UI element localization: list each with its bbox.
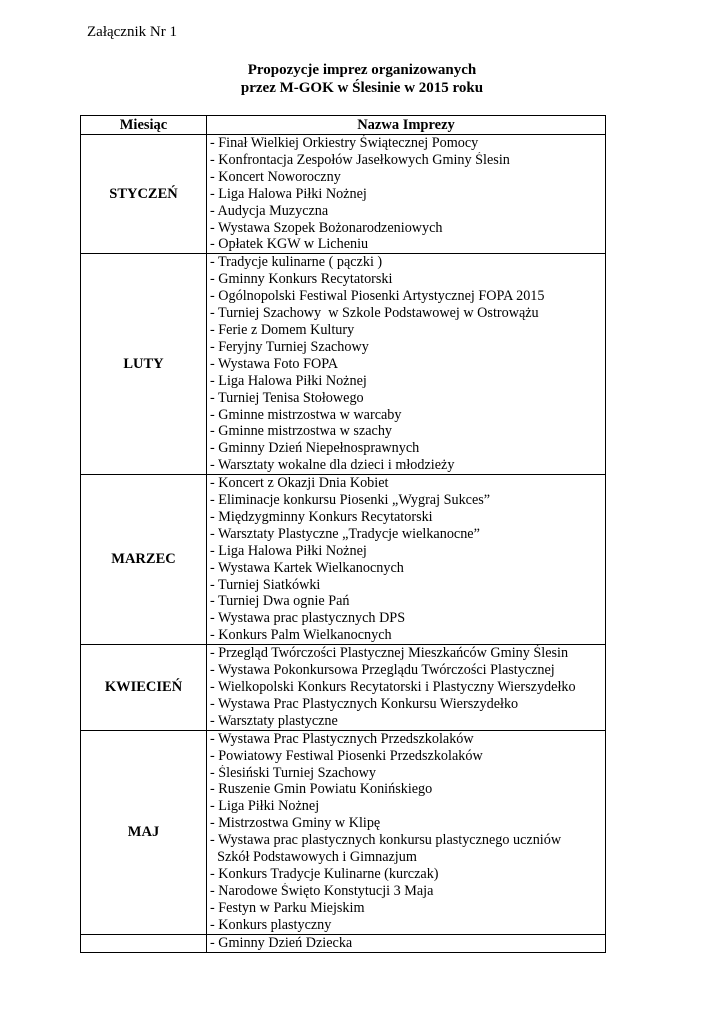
list-item: - Ferie z Domem Kultury xyxy=(210,321,355,338)
month-cell: KWIECIEŃ xyxy=(81,645,207,731)
list-item: - Ruszenie Gmin Powiatu Konińskiego xyxy=(210,781,433,798)
list-item: - Konkurs Palm Wielkanocnych xyxy=(210,627,392,644)
events-cell xyxy=(207,254,606,475)
table-row xyxy=(81,475,606,645)
list-item: - Wystawa prac plastycznych konkursu plastycznego uczniów xyxy=(210,832,562,849)
list-item: - Wystawa Prac Plastycznych Przedszkolaków xyxy=(210,730,474,747)
month-column-header: Miesiąc xyxy=(81,116,207,135)
list-item: - Liga Halowa Piłki Nożnej xyxy=(210,542,367,559)
list-item: Szkół Podstawowych i Gimnazjum xyxy=(210,849,417,866)
list-item: - Liga Halowa Piłki Nożnej xyxy=(210,185,367,202)
list-item: - Narodowe Święto Konstytucji 3 Maja xyxy=(210,882,434,899)
list-item: - Opłatek KGW w Licheniu xyxy=(210,236,369,253)
table-header-row xyxy=(81,116,606,135)
month-cell: MARZEC xyxy=(81,475,207,645)
events-list xyxy=(210,935,605,952)
list-item: - Ślesiński Turniej Szachowy xyxy=(210,764,376,781)
list-item: - Festyn w Parku Miejskim xyxy=(210,899,365,916)
list-item: - Warsztaty Plastyczne „Tradycje wielkanocne” xyxy=(210,525,480,542)
month-cell: MAJ xyxy=(81,730,207,934)
table-row xyxy=(81,254,606,475)
list-item: - Mistrzostwa Gminy w Klipę xyxy=(210,815,381,832)
document-title-line-1: Propozycje imprez organizowanych xyxy=(247,62,477,78)
list-item: - Wystawa Prac Plastycznych Konkursu Wierszydełko xyxy=(210,695,519,712)
list-item: - Gminny Dzień Dziecka xyxy=(210,934,353,951)
list-item: - Eliminacje konkursu Piosenki „Wygraj Sukces” xyxy=(210,492,491,509)
list-item: - Liga Halowa Piłki Nożnej xyxy=(210,372,367,389)
list-item: - Tradycje kulinarne ( pączki ) xyxy=(210,254,383,271)
table-row xyxy=(81,934,606,952)
list-item: - Gminny Dzień Niepełnosprawnych xyxy=(210,440,420,457)
list-item: - Konkurs Tradycje Kulinarne (kurczak) xyxy=(210,865,439,882)
list-item: - Wystawa prac plastycznych DPS xyxy=(210,610,406,627)
table-row xyxy=(81,135,606,254)
month-cell xyxy=(81,934,207,952)
list-item: - Turniej Siatkówki xyxy=(210,576,321,593)
events-cell xyxy=(207,934,606,952)
list-item: - Audycja Muzyczna xyxy=(210,202,329,219)
event-name-column-header: Nazwa Imprezy xyxy=(207,116,606,135)
list-item: - Wystawa Kartek Wielkanocnych xyxy=(210,559,404,576)
events-list xyxy=(210,135,605,253)
list-item: - Powiatowy Festiwal Piosenki Przedszkolaków xyxy=(210,747,483,764)
list-item: - Konfrontacja Zespołów Jasełkowych Gminy Ślesin xyxy=(210,151,510,168)
events-list xyxy=(210,731,605,934)
list-item: - Gminne mistrzostwa w szachy xyxy=(210,423,393,440)
table-row xyxy=(81,645,606,731)
events-cell xyxy=(207,135,606,254)
list-item: - Finał Wielkiej Orkiestry Świątecznej Pomocy xyxy=(210,135,479,151)
events-list xyxy=(210,645,605,730)
events-list xyxy=(210,254,605,474)
list-item: - Wystawa Szopek Bożonarodzeniowych xyxy=(210,219,443,236)
list-item: - Wystawa Foto FOPA xyxy=(210,355,339,372)
list-item: - Turniej Tenisa Stołowego xyxy=(210,389,364,406)
list-item: - Koncert Noworoczny xyxy=(210,168,341,185)
list-item: - Gminny Konkurs Recytatorski xyxy=(210,271,393,288)
list-item: - Konkurs plastyczny xyxy=(210,916,332,933)
table-row xyxy=(81,730,606,934)
list-item: - Warsztaty plastyczne xyxy=(210,712,338,729)
events-cell xyxy=(207,475,606,645)
table-body xyxy=(81,135,606,953)
list-item: - Liga Piłki Nożnej xyxy=(210,798,320,815)
events-schedule-table xyxy=(80,115,606,953)
list-item: - Wielkopolski Konkurs Recytatorski i Plastyczny Wierszydełko xyxy=(210,679,576,695)
list-item: - Warsztaty wokalne dla dzieci i młodzieży xyxy=(210,457,455,474)
events-cell xyxy=(207,730,606,934)
document-title-line-2: przez M-GOK w Ślesinie w 2015 roku xyxy=(240,80,484,96)
events-cell xyxy=(207,645,606,731)
events-list xyxy=(210,475,605,644)
month-cell: STYCZEŃ xyxy=(81,135,207,254)
list-item: - Gminne mistrzostwa w warcaby xyxy=(210,406,402,423)
list-item: - Ogólnopolski Festiwal Piosenki Artystycznej FOPA 2015 xyxy=(210,288,545,305)
list-item: - Turniej Dwa ognie Pań xyxy=(210,593,350,610)
attachment-label: Załącznik Nr 1 xyxy=(87,24,177,40)
list-item: - Przegląd Twórczości Plastycznej Mieszkańców Gminy Ślesin xyxy=(210,645,569,662)
month-cell: LUTY xyxy=(81,254,207,475)
list-item: - Feryjny Turniej Szachowy xyxy=(210,338,369,355)
list-item: - Koncert z Okazji Dnia Kobiet xyxy=(210,475,389,492)
list-item: - Międzygminny Konkurs Recytatorski xyxy=(210,508,433,525)
list-item: - Turniej Szachowy w Szkole Podstawowej w Ostrowążu xyxy=(210,305,539,322)
list-item: - Wystawa Pokonkursowa Przeglądu Twórczości Plastycznej xyxy=(210,662,555,679)
